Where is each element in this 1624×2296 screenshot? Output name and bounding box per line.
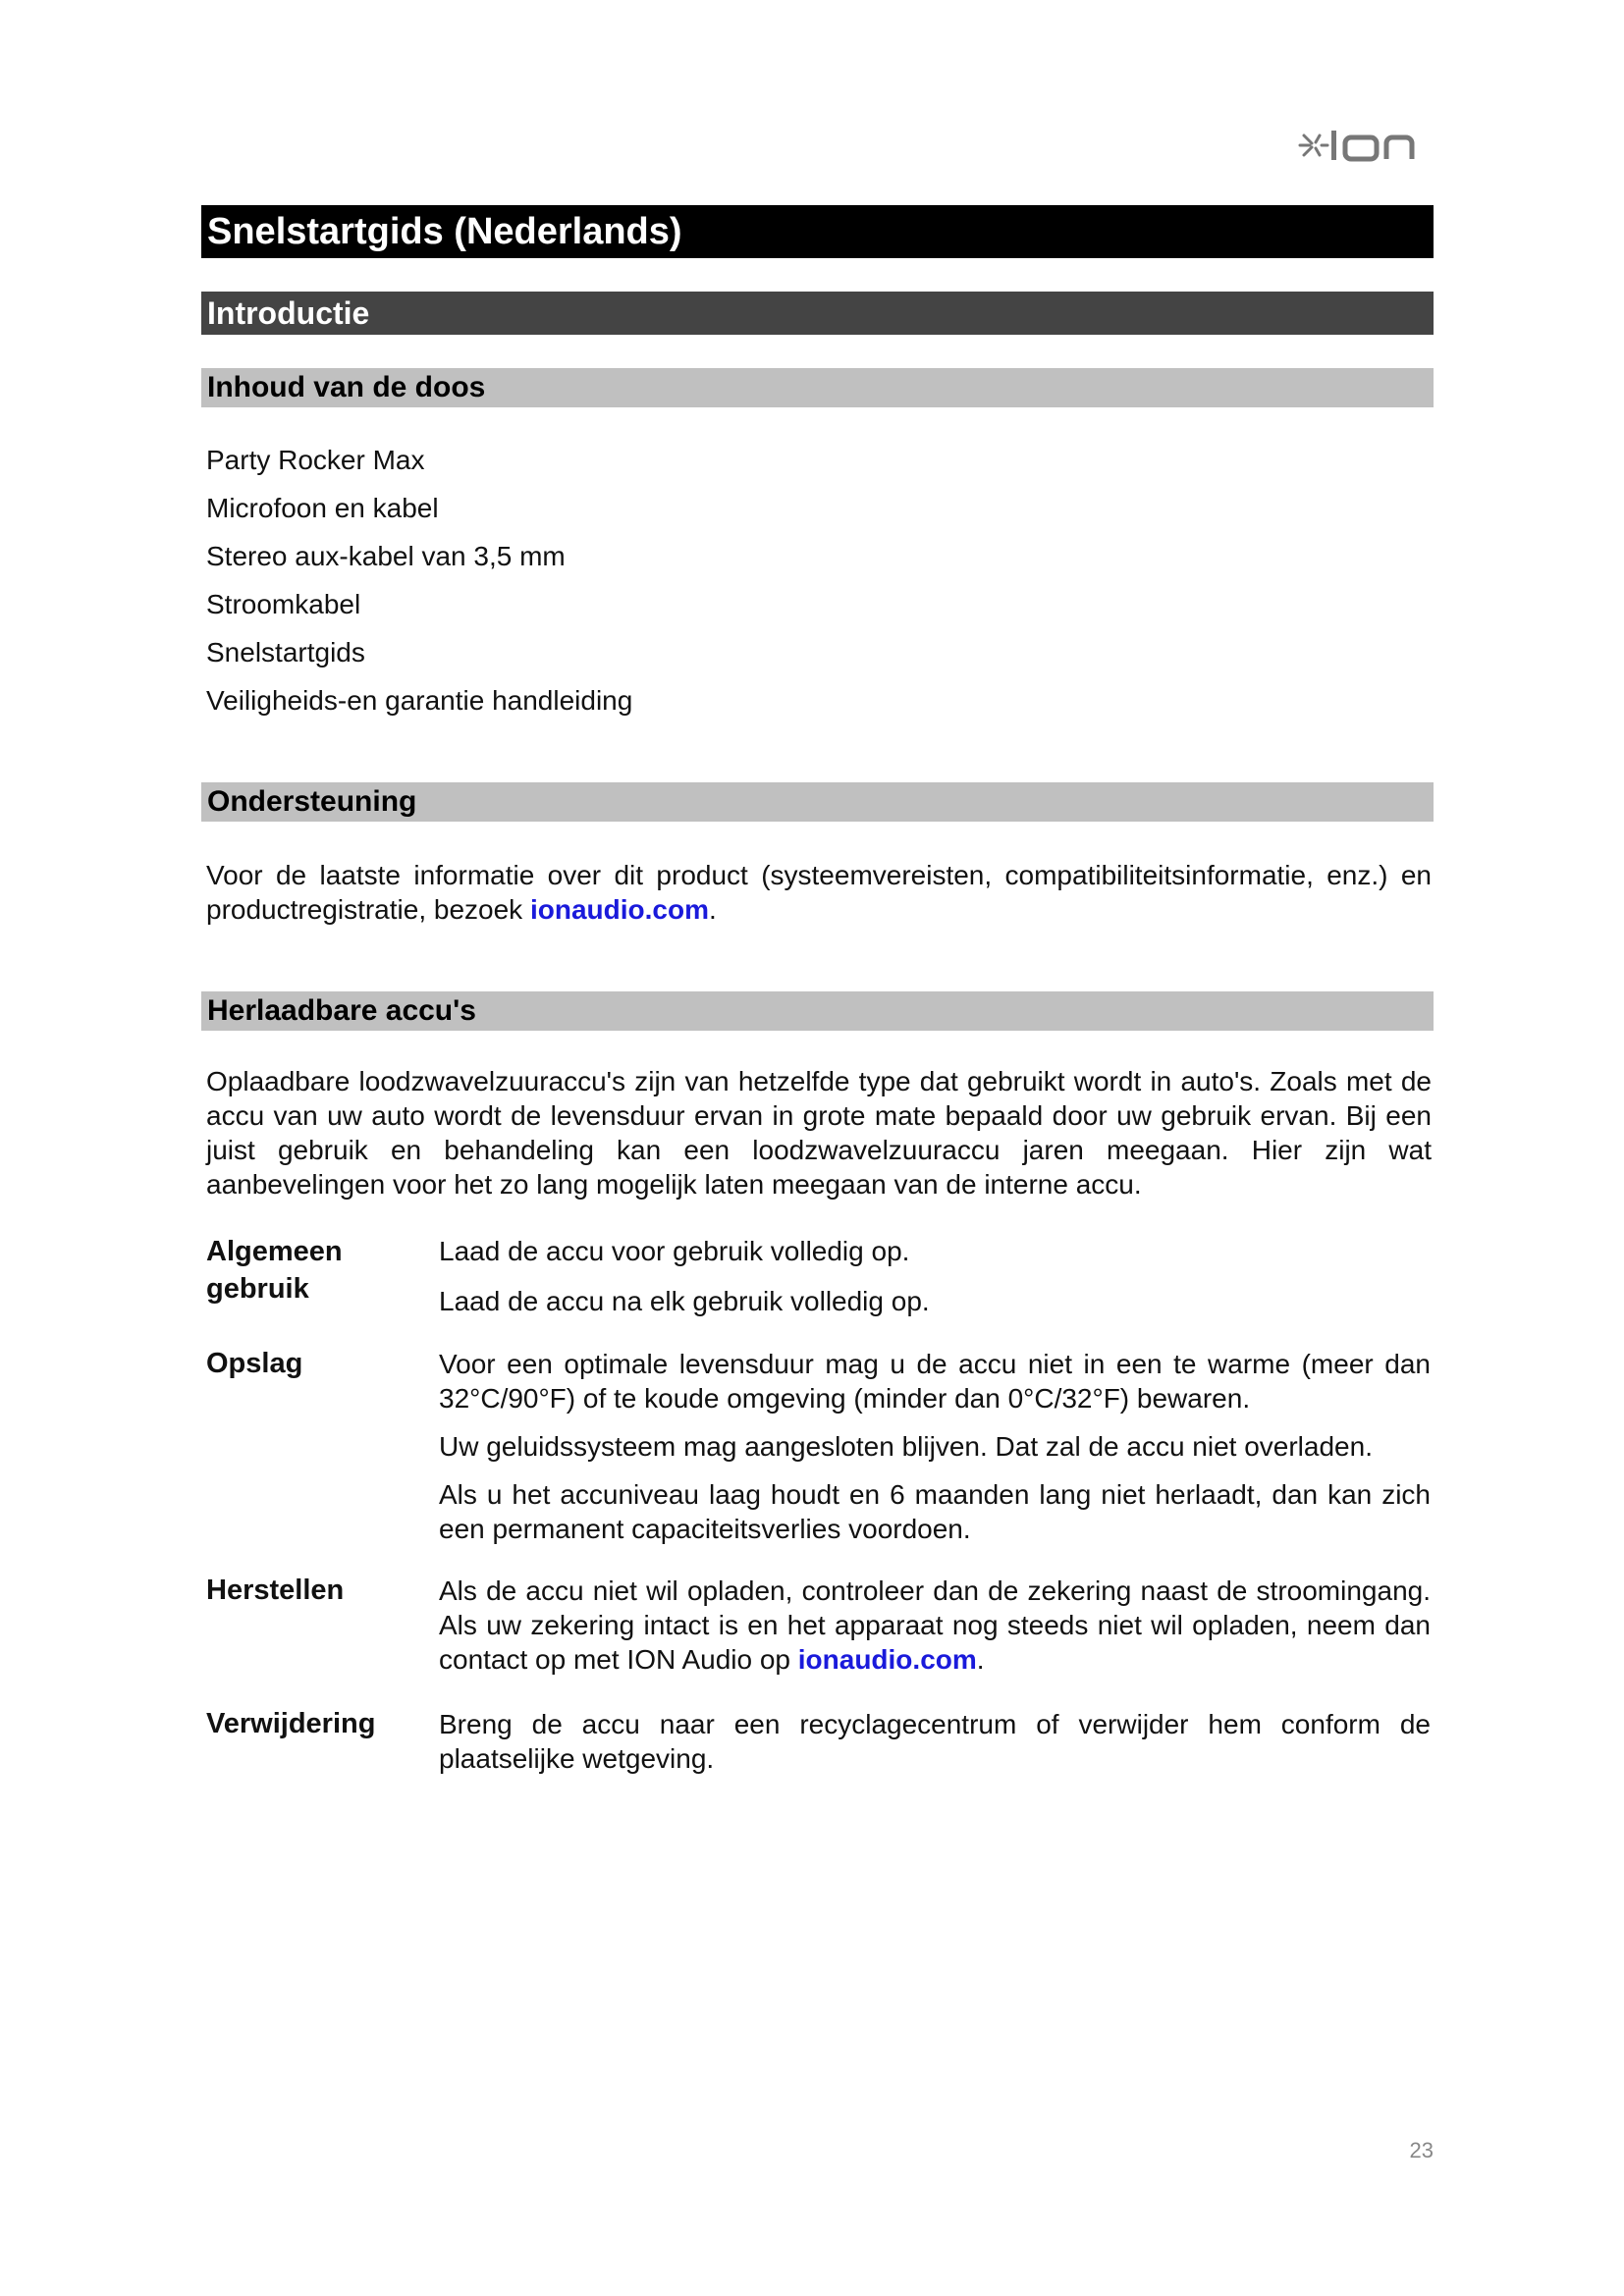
restore-text xyxy=(439,1574,1431,1677)
list-item: Snelstartgids xyxy=(206,637,365,667)
general-use-text-2: Laad de accu na elk gebruik volledig op. xyxy=(439,1286,930,1316)
support-text: Voor de laatste informatie over dit product (systeemvereisten, compatibiliteitsinformatie, enz.) en productregistratie, bezoek xyxy=(206,860,1432,925)
page-title: Snelstartgids (Nederlands) xyxy=(201,205,1434,258)
list-item: Veiligheids-en garantie handleiding xyxy=(206,685,633,716)
restore-label: Herstellen xyxy=(206,1575,345,1606)
list-item: Stereo aux-kabel van 3,5 mm xyxy=(206,541,566,571)
storage-text-3: Als u het accuniveau laag houdt en 6 maanden lang niet herlaadt, dan kan zich een permanent capaciteitsverlies voordoen. xyxy=(439,1479,1431,1544)
disposal-text: Breng de accu naar een recyclagecentrum of verwijder hem conform de plaatselijke wetgeving. xyxy=(439,1709,1431,1774)
battery-intro-paragraph: Oplaadbare loodzwavelzuuraccu's zijn van hetzelfde type dat gebruikt wordt in auto's. Zoals met de accu van uw auto wordt de levensduur ervan in grote mate bepaald door uw gebruik ervan. Bij een juist gebruik en behandeling kan een loodzwavelzuuraccu jaren meegaan. Hier zijn wat aanbevelingen voor het zo lang mogelijk laten meegaan van de interne accu. xyxy=(206,1066,1432,1200)
box-contents-list xyxy=(206,436,632,724)
support-paragraph xyxy=(206,858,1432,927)
restore-text-end: . xyxy=(976,1644,985,1675)
ion-logo-icon xyxy=(1296,126,1434,175)
storage-text-2: Uw geluidssysteem mag aangesloten blijven. Dat zal de accu niet overladen. xyxy=(439,1431,1373,1462)
general-use-label-line2: gebruik xyxy=(206,1273,309,1305)
list-item: Party Rocker Max xyxy=(206,445,425,475)
general-use-text-1: Laad de accu voor gebruik volledig op. xyxy=(439,1236,910,1266)
ion-logo xyxy=(1296,126,1434,175)
list-item: Microfoon en kabel xyxy=(206,493,439,523)
storage-label: Opslag xyxy=(206,1348,303,1379)
disposal-label: Verwijdering xyxy=(206,1708,376,1739)
support-link[interactable]: ionaudio.com xyxy=(529,894,709,925)
general-use-label-line1: Algemeen xyxy=(206,1236,343,1267)
support-text-end: . xyxy=(708,894,717,925)
subheading-support: Ondersteuning xyxy=(201,782,1434,822)
storage-text-1: Voor een optimale levensduur mag u de accu niet in een te warme (meer dan 32°C/90°F) of te koude omgeving (minder dan 0°C/32°F) bewaren. xyxy=(439,1349,1431,1414)
page-number: 23 xyxy=(1409,2138,1434,2163)
starburst-icon xyxy=(1300,135,1327,155)
restore-text-body: Als de accu niet wil opladen, controleer dan de zekering naast de stroomingang. Als uw zekering intact is en het apparaat nog steeds niet wil opladen, neem dan contact op met ION Audio op xyxy=(439,1575,1431,1675)
general-use-label xyxy=(206,1233,422,1308)
subheading-rechargeable-batteries: Herlaadbare accu's xyxy=(201,991,1434,1031)
list-item: Stroomkabel xyxy=(206,589,361,619)
restore-link[interactable]: ionaudio.com xyxy=(797,1644,977,1675)
section-heading-introductie: Introductie xyxy=(201,292,1434,335)
subheading-box-contents: Inhoud van de doos xyxy=(201,368,1434,407)
